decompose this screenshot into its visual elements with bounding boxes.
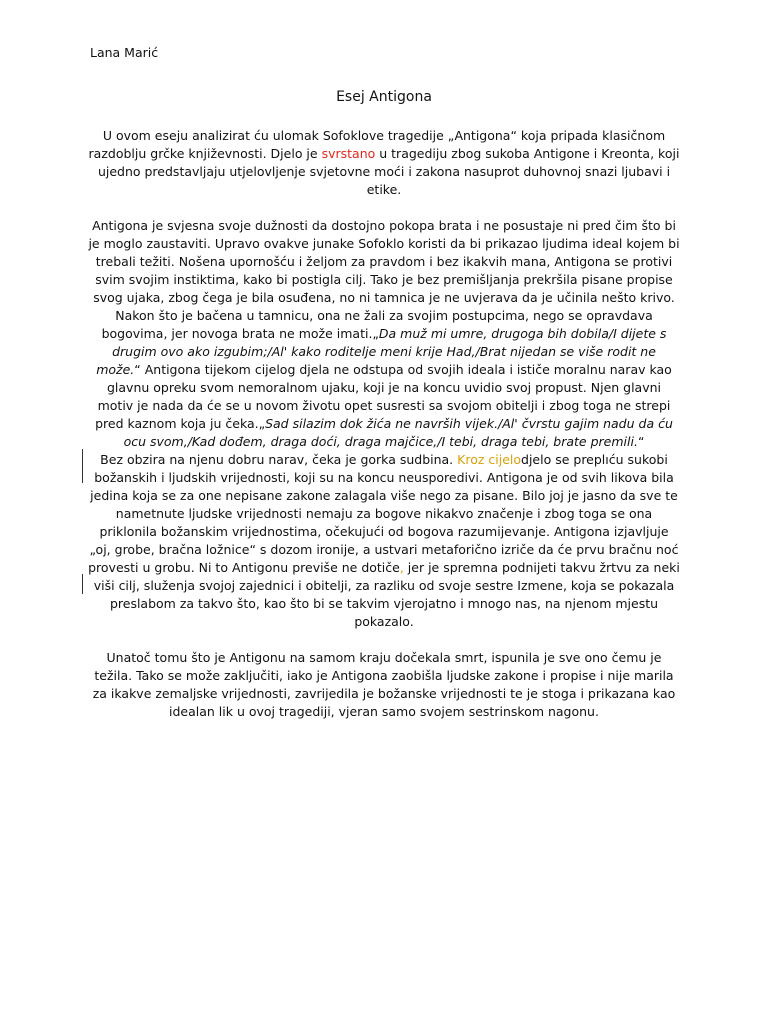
- quote-text: Da muž mi umre, drugoga bih dobila/I dijete s drugim ovo ako izgubim;/Al' kako roditelje meni krije Had,/Brat nijedan se više rodit ne može.: [96, 326, 667, 377]
- paragraph-prison: [88, 307, 680, 451]
- paragraph-text: “ Antigona tijekom cijelog djela ne odstupa od svojih ideala i ističe moralnu narav kao glavnu opreku svom nemoralnom ujaku, koji je na koncu uvidio svoj propust. Njen glavni motiv je nada da će se u novom životu opet susresti sa svojom obitelji i zbog toga ne strepi pred kaznom koja ju čeka.„: [95, 362, 672, 431]
- paragraph-text: Nakon što je bačena u tamnicu, ona ne žali za svojim postupcima, nego se opravdava bogovima, jer novoga brata ne može imati.„: [101, 308, 653, 341]
- author-name: Lana Marić: [90, 45, 159, 60]
- paragraph-text: U ovom eseju analizirat ću ulomak Sofoklove tragedije „Antigona“ koja pripada klasičnom razdoblju grčke književnosti. Djelo je: [88, 128, 666, 161]
- paragraph-text: Bez obzira na njenu dobru narav, čeka je gorka sudbina.: [100, 452, 458, 467]
- revision-margin-mark: [82, 574, 83, 594]
- highlighted-word: svrstano: [321, 146, 376, 161]
- paragraph-text: djelo se preplıću sukobi božanskih i ljudskih vrijednosti, koji su na koncu neusporedivi. Antigona je od svih likova bila jedina koja se za one nepisane zakone zalagala više nego za pisane. Bilo joj je jasno da sve te nametnute ljudske vrijednosti nemaju za bogove nikakvo značenje i zbog toga se ona priklonila božanskim vrijednostima, očekujući od bogova razumijevanje. Antigona izjavljuje „oj, grobe, bračna ložnice“ s dozom ironije, a ustvari metaforično izriče da će prvu bračnu noć provesti u grobu. Ni to Antigonu previše ne dotiče: [88, 452, 679, 575]
- essay-body: [88, 127, 680, 721]
- paragraph-intro: [88, 127, 680, 199]
- highlighted-comma: ,: [399, 560, 404, 575]
- paragraph-duty: Antigona je svjesna svoje dužnosti da dostojno pokopa brata i ne posustaje ni pred čim što bi je moglo zaustaviti. Upravo ovakve junake Sofoklo koristi da bi prikazao ljudima ideal kojem bi trebali težiti. Nošena upornošću i željom za pravdom i bez ikakvih mana, Antigona se protivi svim svojim instiktima, kako bi postigla cilj. Tako je bez premišljanja prekršila pisane propise svog ujaka, zbog čega je bila osuđena, no ni tamnica je ne uvjerava da je učinila nešto krivo.: [88, 218, 680, 305]
- paragraph-text: u tragediju zbog sukoba Antigone i Kreonta, koji ujedno predstavljaju utjelovljenje svjetovne moći i zakona nasuprot duhovnoj snazi ljubavi i etike.: [97, 146, 680, 197]
- paragraph-text: jer je spremna podnijeti takvu žrtvu za neki viši cilj, služenja svojoj zajednici i obitelji, za razliku od svoje sestre Izmene, koja se pokazala preslabom za takvo što, kao što bi se takvim vjerojatno i mnogo nas, na njenom mjestu pokazalo.: [93, 560, 680, 629]
- revision-margin-mark: [82, 449, 83, 483]
- paragraph-conclusion: Unatoč tomu što je Antigonu na samom kraju dočekala smrt, ispunila je sve ono čemu je težila. Tako se može zaključiti, iako je Antigona zaobišla ljudske zakone i propise i nije marila za ikakve zemaljske vrijednosti, zavrijedila je božanske vrijednosti te je stoga i prikazana kao idealan lik u ovoj tragediji, vjeran samo svojem sestrinskom nagonu.: [92, 650, 676, 719]
- paragraph-text: “: [637, 434, 645, 449]
- paragraph-fate: [88, 451, 680, 631]
- highlighted-phrase: Kroz cijelo: [457, 452, 522, 467]
- essay-title: Esej Antigona: [336, 89, 432, 105]
- quote-text: Sad silazim dok žića ne navrših vijek./Al' čvrstu gajim nadu da ću ocu svom,/Kad dođem, draga doći, draga majčice,/I tebi, draga tebi, brate premili.: [123, 416, 673, 449]
